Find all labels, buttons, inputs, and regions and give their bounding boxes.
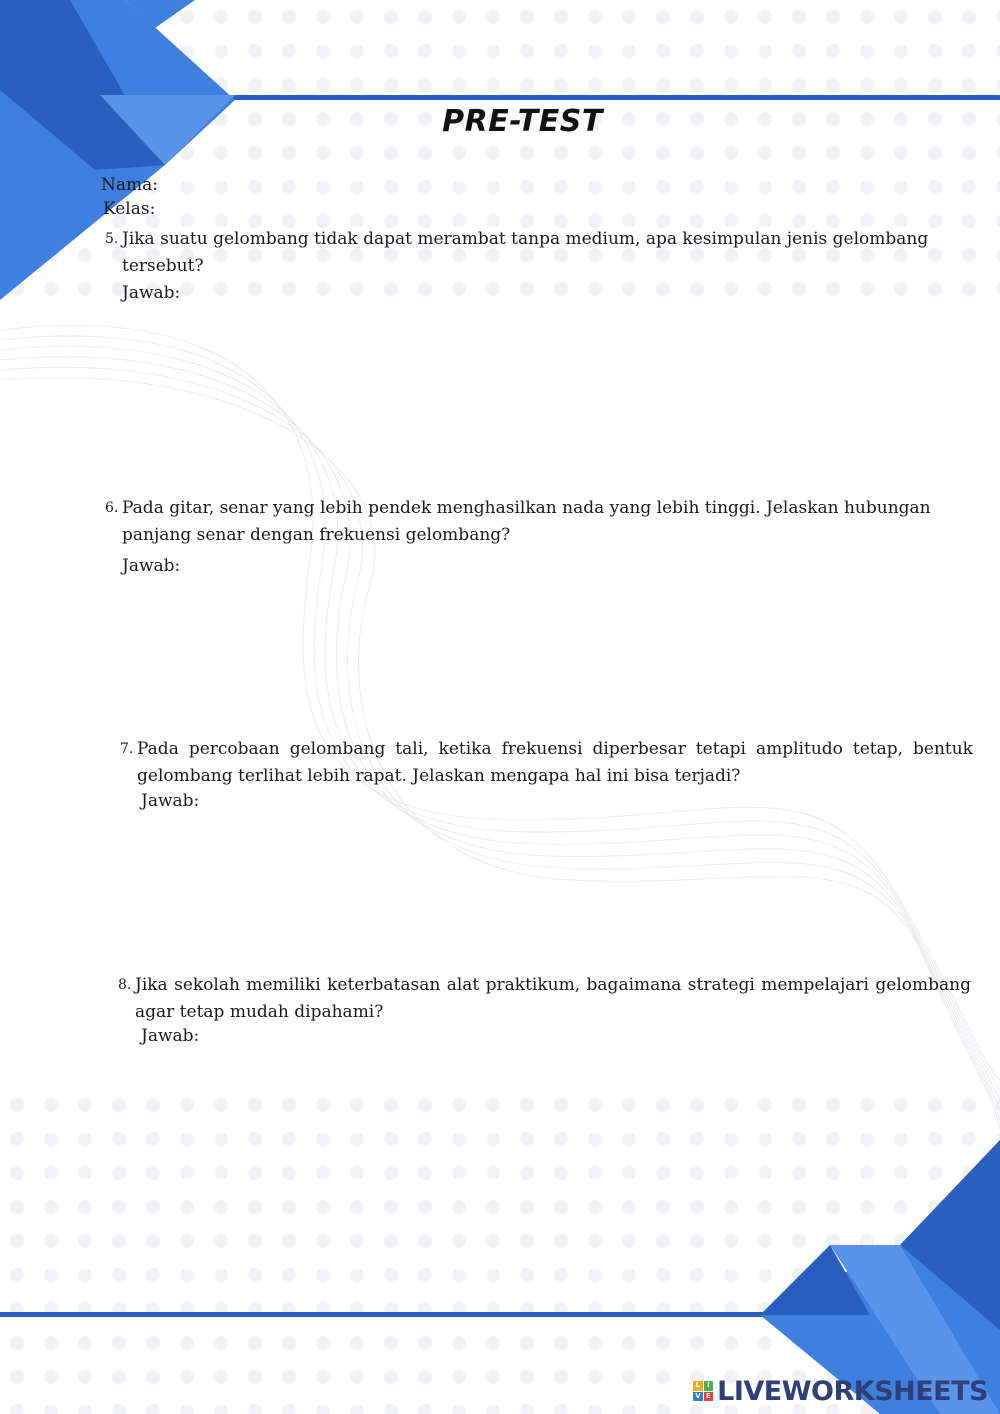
question-text: Jika sekolah memiliki keterbatasan alat praktikum, bagaimana strategi mempelajari gelombang agar tetap mudah dipahami? bbox=[135, 975, 971, 1022]
question-number: 8. bbox=[118, 977, 132, 993]
liveworksheets-watermark bbox=[693, 1376, 988, 1406]
watermark-text: LIVEWORKSHEETS bbox=[717, 1375, 988, 1407]
name-label: Nama: bbox=[101, 175, 158, 195]
liveworksheets-logo-icon: L I V E bbox=[693, 1381, 713, 1401]
question-6 bbox=[105, 495, 967, 549]
question-7 bbox=[120, 736, 973, 790]
question-number: 7. bbox=[120, 741, 134, 757]
question-text: Jika suatu gelombang tidak dapat merambat tanpa medium, apa kesimpulan jenis gelombang tersebut? bbox=[122, 229, 929, 276]
answer-label-7: Jawab: bbox=[141, 791, 200, 811]
question-8 bbox=[118, 972, 971, 1026]
question-number: 6. bbox=[105, 500, 119, 516]
question-text: Pada percobaan gelombang tali, ketika frekuensi diperbesar tetapi amplitudo tetap, bentuk gelombang terlihat lebih rapat. Jelaskan mengapa hal ini bisa terjadi? bbox=[137, 739, 973, 786]
question-text: Pada gitar, senar yang lebih pendek menghasilkan nada yang lebih tinggi. Jelaskan hubungan panjang senar dengan frekuensi gelombang? bbox=[122, 498, 931, 545]
question-number: 5. bbox=[105, 231, 119, 247]
question-5 bbox=[105, 226, 967, 280]
answer-label-8: Jawab: bbox=[141, 1026, 200, 1046]
class-label: Kelas: bbox=[103, 199, 156, 219]
page-title: PRE-TEST bbox=[442, 104, 603, 139]
answer-label-5: Jawab: bbox=[122, 283, 181, 303]
answer-label-6: Jawab: bbox=[122, 556, 181, 576]
